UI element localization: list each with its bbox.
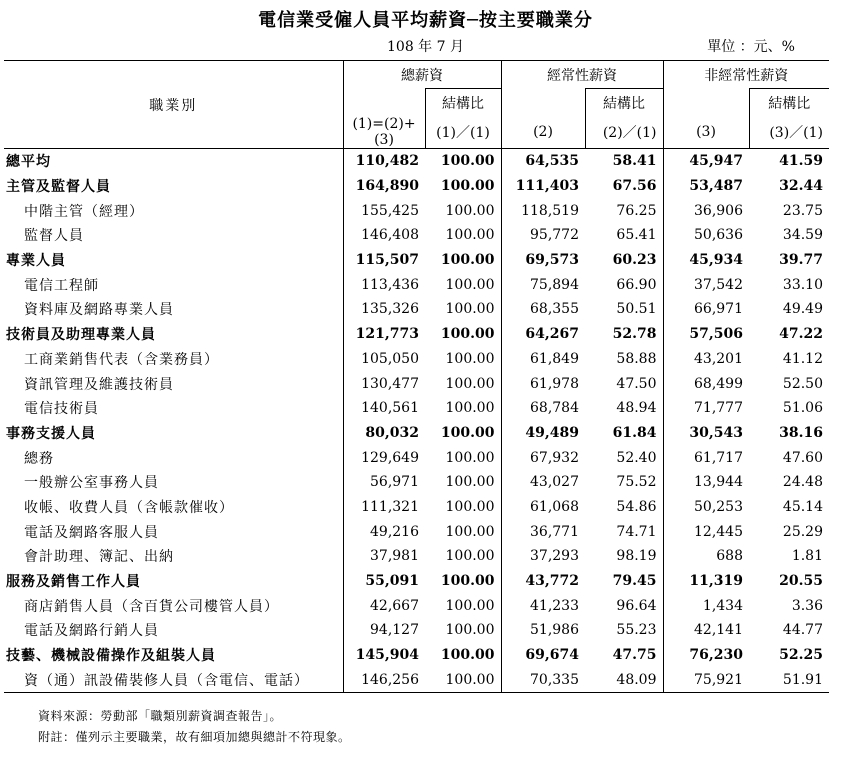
table-cell: 100.00 [440,178,495,195]
table-cell: 100.00 [445,375,495,392]
table-cell: 76,230 [663,643,749,668]
table-cell: 36,771 [501,519,585,544]
irregular-formula: (3) [663,116,749,149]
occupation-header-label: 職業別 [149,97,198,114]
table-cell: 13,944 [663,470,749,495]
table-cell: 100.00 [445,227,495,244]
occupation-name: 資訊管理及維護技術員 [24,376,174,393]
table-cell: 23.75 [782,202,823,219]
table-cell: 100.00 [445,350,495,367]
table-cell: 111,321 [343,495,425,520]
regular-structure-header: 結構比 [585,89,663,117]
table-cell: 688 [663,544,749,569]
regular-formula: (2) [501,116,585,149]
table-cell: 100.00 [445,202,495,219]
table-cell: 98.19 [616,548,657,565]
occupation-name: 會計助理、簿記、出納 [24,549,174,566]
table-row [4,371,829,396]
occupation-name: 總務 [24,450,54,467]
table-cell: 36,906 [663,198,749,223]
table-cell: 25.29 [782,523,823,540]
table-row [4,149,829,174]
table-cell: 32.44 [779,178,823,195]
table-cell: 42,141 [663,618,749,643]
table-cell: 140,561 [343,396,425,421]
table-cell: 61,849 [501,347,585,372]
table-cell: 1.81 [791,548,823,565]
table-row [4,174,829,199]
table-cell: 47.75 [612,647,657,664]
table-cell: 100.00 [445,548,495,565]
table-cell: 61.84 [612,424,657,441]
table-cell: 69,674 [501,643,585,668]
table-cell: 51,986 [501,618,585,643]
occupation-name: 工商業銷售代表（含業務員） [24,351,219,368]
table-cell: 38.16 [779,424,823,441]
table-cell: 37,981 [343,544,425,569]
table-cell: 130,477 [343,371,425,396]
table-row [4,667,829,692]
table-cell: 68,499 [663,371,749,396]
table-row [4,495,829,520]
table-cell: 61,978 [501,371,585,396]
table-cell: 60.23 [612,252,657,269]
occupation-name: 電信工程師 [24,277,99,294]
table-cell: 113,436 [343,272,425,297]
table-cell: 49,216 [343,519,425,544]
table-row [4,445,829,470]
irregular-structure-header: 結構比 [749,89,829,117]
table-cell: 37,293 [501,544,585,569]
table-row [4,396,829,421]
table-cell: 100.00 [445,276,495,293]
table-cell: 48.09 [585,667,663,692]
table-cell: 95,772 [501,223,585,248]
table-cell: 65.41 [616,227,657,244]
page-title: 電信業受僱人員平均薪資─按主要職業分 [258,10,593,31]
table-cell: 111,403 [501,174,585,199]
table-cell: 41.59 [779,153,823,170]
table-cell: 52.40 [616,449,657,466]
table-cell: 145,904 [343,643,425,668]
table-cell: 146,256 [343,667,425,692]
table-cell: 48.94 [616,400,657,417]
total-salary-header: 總薪資 [343,61,501,89]
table-cell: 79.45 [612,573,657,590]
table-cell: 64,267 [501,322,585,347]
table-cell: 68,355 [501,297,585,322]
table-cell: 100.00 [425,667,501,692]
table-cell: 71,777 [663,396,749,421]
table-cell: 61,717 [663,445,749,470]
table-row [4,248,829,273]
table-cell: 100.00 [445,523,495,540]
table-cell: 58.41 [612,153,657,170]
table-row [4,223,829,248]
total-ratio-formula: (1)／(1) [425,116,501,149]
footnote: 附註：僅列示主要職業，故有細項加總與總計不符現象。 [38,730,351,744]
table-cell: 100.00 [440,252,495,269]
table-cell: 100.00 [440,153,495,170]
table-row [4,421,829,446]
table-cell: 45,934 [663,248,749,273]
table-cell: 100.00 [445,597,495,614]
occupation-name: 專業人員 [6,253,66,270]
table-cell: 53,487 [663,174,749,199]
occupation-name: 監督人員 [24,228,84,245]
irregular-salary-header: 非經常性薪資 [663,61,829,89]
table-cell: 80,032 [343,421,425,446]
table-cell: 105,050 [343,347,425,372]
occupation-name: 事務支援人員 [6,425,96,442]
table-cell: 164,890 [343,174,425,199]
table-cell: 61,068 [501,495,585,520]
occupation-name: 資（通）訊設備裝修人員（含電信、電話） [4,667,343,692]
unit-label: 單位 ：元、% [707,39,795,55]
occupation-name: 電話及網路客服人員 [24,524,159,541]
occupation-name: 資料庫及網路專業人員 [24,302,174,319]
table-row [4,198,829,223]
table-cell: 50.51 [616,301,657,318]
table-cell: 100.00 [440,326,495,343]
table-cell: 75,921 [663,667,749,692]
table-cell: 129,649 [343,445,425,470]
table-cell: 100.00 [440,573,495,590]
table-cell: 100.00 [445,301,495,318]
table-cell: 66,971 [663,297,749,322]
table-row [4,470,829,495]
table-cell: 45,947 [663,149,749,174]
table-cell: 49.49 [782,301,823,318]
table-cell: 24.48 [782,474,823,491]
table-cell: 54.86 [616,498,657,515]
table-row [4,569,829,594]
table-cell: 67,932 [501,445,585,470]
total-structure-header: 結構比 [425,89,501,117]
table-cell: 30,543 [663,421,749,446]
table-cell: 55,091 [343,569,425,594]
table-cell: 56,971 [343,470,425,495]
table-cell: 37,542 [663,272,749,297]
table-cell: 52.78 [612,326,657,343]
occupation-name: 一般辦公室事務人員 [24,475,159,492]
table-cell: 118,519 [501,198,585,223]
source-note: 資料來源：勞動部「職類別薪資調查報告」。 [38,709,283,723]
occupation-name: 服務及銷售工作人員 [6,574,141,591]
table-cell: 70,335 [501,667,585,692]
table-cell: 50,253 [663,495,749,520]
table-row [4,519,829,544]
irregular-ratio-formula: (3)／(1) [749,116,829,149]
table-cell: 121,773 [343,322,425,347]
occupation-name: 商店銷售人員（含百貨公司樓管人員） [24,598,279,615]
occupation-name: 技藝、機械設備操作及組裝人員 [6,648,216,665]
table-row [4,544,829,569]
table-row [4,347,829,372]
table-cell: 115,507 [343,248,425,273]
table-cell: 47.60 [782,449,823,466]
table-row [4,322,829,347]
table-cell: 64,535 [501,149,585,174]
total-formula: (1)=(2)+(3) [343,116,425,149]
table-cell: 43,201 [663,347,749,372]
table-cell: 45.14 [782,498,823,515]
table-cell: 3.36 [791,597,823,614]
table-row [4,643,829,668]
table-cell: 68,784 [501,396,585,421]
regular-ratio-formula: (2)／(1) [585,116,663,149]
table-cell: 94,127 [343,618,425,643]
table-cell: 1,434 [663,593,749,618]
table-cell: 44.77 [782,622,823,639]
table-cell: 49,489 [501,421,585,446]
occupation-name: 主管及監督人員 [6,179,111,196]
table-cell: 146,408 [343,223,425,248]
occupation-name: 中階主管（經理） [24,203,144,220]
table-cell: 43,772 [501,569,585,594]
table-cell: 100.00 [440,647,495,664]
occupation-name: 總平均 [6,154,51,171]
table-row [4,618,829,643]
table-cell: 57,506 [663,322,749,347]
table-cell: 110,482 [343,149,425,174]
table-cell: 75.52 [616,474,657,491]
table-cell: 33.10 [782,276,823,293]
table-cell: 100.00 [445,449,495,466]
occupation-header [4,61,343,149]
table-row [4,593,829,618]
table-cell: 100.00 [445,400,495,417]
table-cell: 55.23 [616,622,657,639]
table-cell: 67.56 [612,178,657,195]
table-cell: 51.06 [782,400,823,417]
table-cell: 11,319 [663,569,749,594]
table-cell: 58.88 [616,350,657,367]
occupation-name: 收帳、收費人員（含帳款催收） [24,499,234,516]
table-row [4,272,829,297]
table-cell: 52.25 [779,647,823,664]
table-cell: 52.50 [782,375,823,392]
table-cell: 41,233 [501,593,585,618]
table-cell: 69,573 [501,248,585,273]
table-cell: 100.00 [445,498,495,515]
table-cell: 43,027 [501,470,585,495]
table-cell: 12,445 [663,519,749,544]
table-cell: 41.12 [782,350,823,367]
table-cell: 100.00 [445,622,495,639]
occupation-name: 技術員及助理專業人員 [6,327,156,344]
table-cell: 155,425 [343,198,425,223]
table-cell: 47.22 [779,326,823,343]
table-cell: 76.25 [616,202,657,219]
table-cell: 47.50 [616,375,657,392]
table-cell: 51.91 [749,667,829,692]
table-cell: 100.00 [445,474,495,491]
occupation-name: 電話及網路行銷人員 [24,623,159,640]
table-cell: 74.71 [616,523,657,540]
occupation-name: 電信技術員 [24,401,99,418]
table-cell: 34.59 [782,227,823,244]
table-cell: 135,326 [343,297,425,322]
table-cell: 50,636 [663,223,749,248]
regular-salary-header: 經常性薪資 [501,61,663,89]
table-cell: 75,894 [501,272,585,297]
table-cell: 39.77 [779,252,823,269]
report-date: 108 年 7 月 [387,39,464,55]
table-cell: 100.00 [440,424,495,441]
table-row [4,297,829,322]
table-cell: 66.90 [616,276,657,293]
table-cell: 96.64 [616,597,657,614]
table-cell: 42,667 [343,593,425,618]
table-cell: 20.55 [779,573,823,590]
salary-table [4,60,829,693]
